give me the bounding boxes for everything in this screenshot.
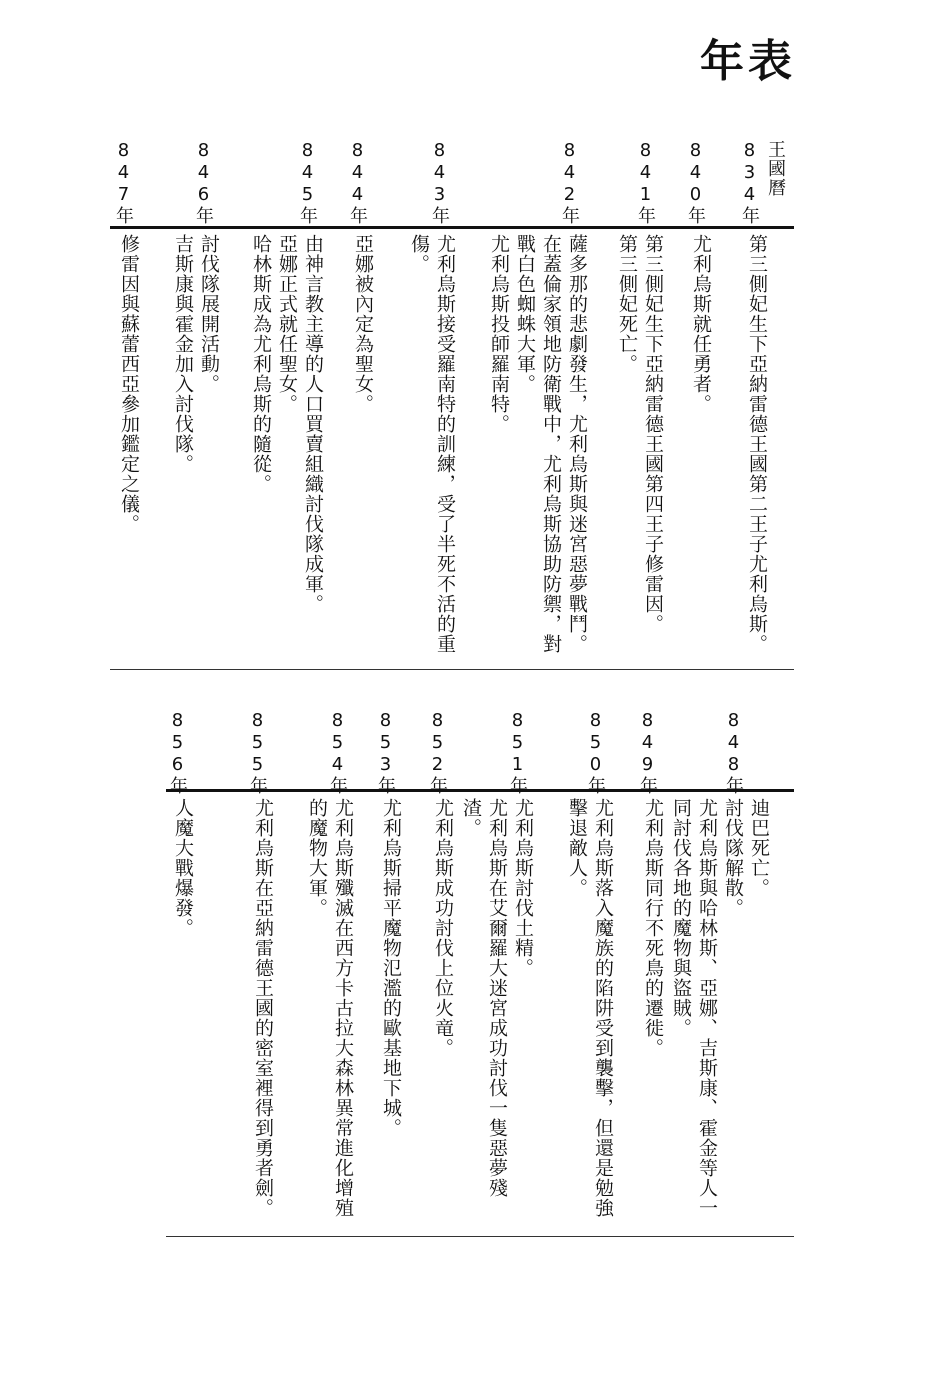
timeline-entry	[686, 130, 714, 670]
entry-year: 856年	[167, 710, 188, 795]
entry-year: 842年	[559, 140, 580, 225]
timeline-entry	[166, 130, 222, 670]
entry-year: 845年	[297, 140, 318, 225]
entry-text: 第三側妃生下亞納雷德王國第四王子修雷因。 第三側妃死亡。	[616, 234, 664, 634]
entry-year: 844年	[347, 140, 368, 225]
page-title: 年表	[700, 36, 796, 87]
timeline-entry	[610, 130, 666, 670]
timeline-entry	[670, 700, 772, 1237]
timeline-section-top	[110, 130, 794, 670]
entry-text: 尤利烏斯落入魔族的陷阱受到襲擊，但還是勉強擊退敵人。	[566, 798, 614, 1218]
entry-text: 討伐隊展開活動。 吉斯康與霍金加入討伐隊。	[172, 234, 220, 474]
entry-year: 854年	[327, 710, 348, 795]
entry-year: 841年	[635, 140, 656, 225]
timeline-entry	[460, 700, 536, 1237]
entry-year: 852年	[427, 710, 448, 795]
timeline-entry	[242, 130, 326, 670]
timeline-entry	[114, 130, 142, 670]
entry-text: 尤利烏斯就任勇者。	[690, 234, 712, 414]
timeline-entry	[376, 700, 404, 1237]
timeline-entry	[428, 700, 456, 1237]
entry-year: 834年	[739, 140, 760, 225]
entry-text: 第三側妃生下亞納雷德王國第二王子尤利烏斯。	[746, 234, 768, 654]
era-label: 王國曆	[765, 140, 786, 197]
entry-year: 840年	[685, 140, 706, 225]
timeline-entry	[560, 700, 616, 1237]
timeline-entry	[348, 130, 376, 670]
entry-year: 853年	[375, 710, 396, 795]
entry-text: 尤利烏斯掃平魔物氾濫的歐基地下城。	[380, 798, 402, 1138]
entry-year: 849年	[637, 710, 658, 795]
entry-text: 尤利烏斯討伐土精。 尤利烏斯在艾爾羅大迷宮成功討伐一隻惡夢殘渣。	[460, 798, 534, 1198]
timeline-entry	[638, 700, 666, 1237]
entry-year: 855年	[247, 710, 268, 795]
entry-text: 修雷因與蘇蕾西亞參加鑑定之儀。	[118, 234, 140, 534]
entry-text: 迪巴死亡。 討伐隊解散。 尤利烏斯與哈林斯、亞娜、吉斯康、霍金等人一同討伐各地的魔物與盜賊。	[670, 798, 770, 1218]
entry-text: 尤利烏斯成功討伐上位火竜。	[432, 798, 454, 1058]
timeline-entry	[480, 130, 590, 670]
entry-text: 由神言教主導的人口買賣組織討伐隊成軍。 亞娜正式就任聖女。 哈林斯成為尤利烏斯的隨從。	[250, 234, 324, 614]
entry-year: 851年	[507, 710, 528, 795]
entry-year: 843年	[429, 140, 450, 225]
timeline-section-bottom	[110, 700, 794, 1237]
entry-text: 亞娜被內定為聖女。	[352, 234, 374, 414]
timeline-entry	[402, 130, 458, 670]
entry-year: 848年	[723, 710, 744, 795]
timeline-entry	[738, 130, 794, 670]
entry-text: 人魔大戰爆發。	[172, 798, 194, 938]
entry-text: 尤利烏斯接受羅南特的訓練，受了半死不活的重傷。	[408, 234, 456, 654]
entry-year: 847年	[113, 140, 134, 225]
entry-year: 846年	[193, 140, 214, 225]
timeline-entry	[168, 700, 196, 1237]
entry-text: 尤利烏斯殲滅在西方卡古拉大森林異常進化增殖的魔物大軍。	[306, 798, 354, 1218]
entry-text: 薩多那的悲劇發生，尤利烏斯與迷宮惡夢戰鬥。 在蓋倫家領地防衛戰中，尤利烏斯協助防禦，對戰白色蜘蛛大軍。 尤利烏斯投師羅南特。	[488, 234, 588, 654]
timeline-entry	[300, 700, 356, 1237]
timeline-entry	[248, 700, 276, 1237]
entry-text: 尤利烏斯同行不死鳥的遷徙。	[642, 798, 664, 1058]
entry-year: 850年	[585, 710, 606, 795]
entry-text: 尤利烏斯在亞納雷德王國的密室裡得到勇者劍。	[252, 798, 274, 1218]
